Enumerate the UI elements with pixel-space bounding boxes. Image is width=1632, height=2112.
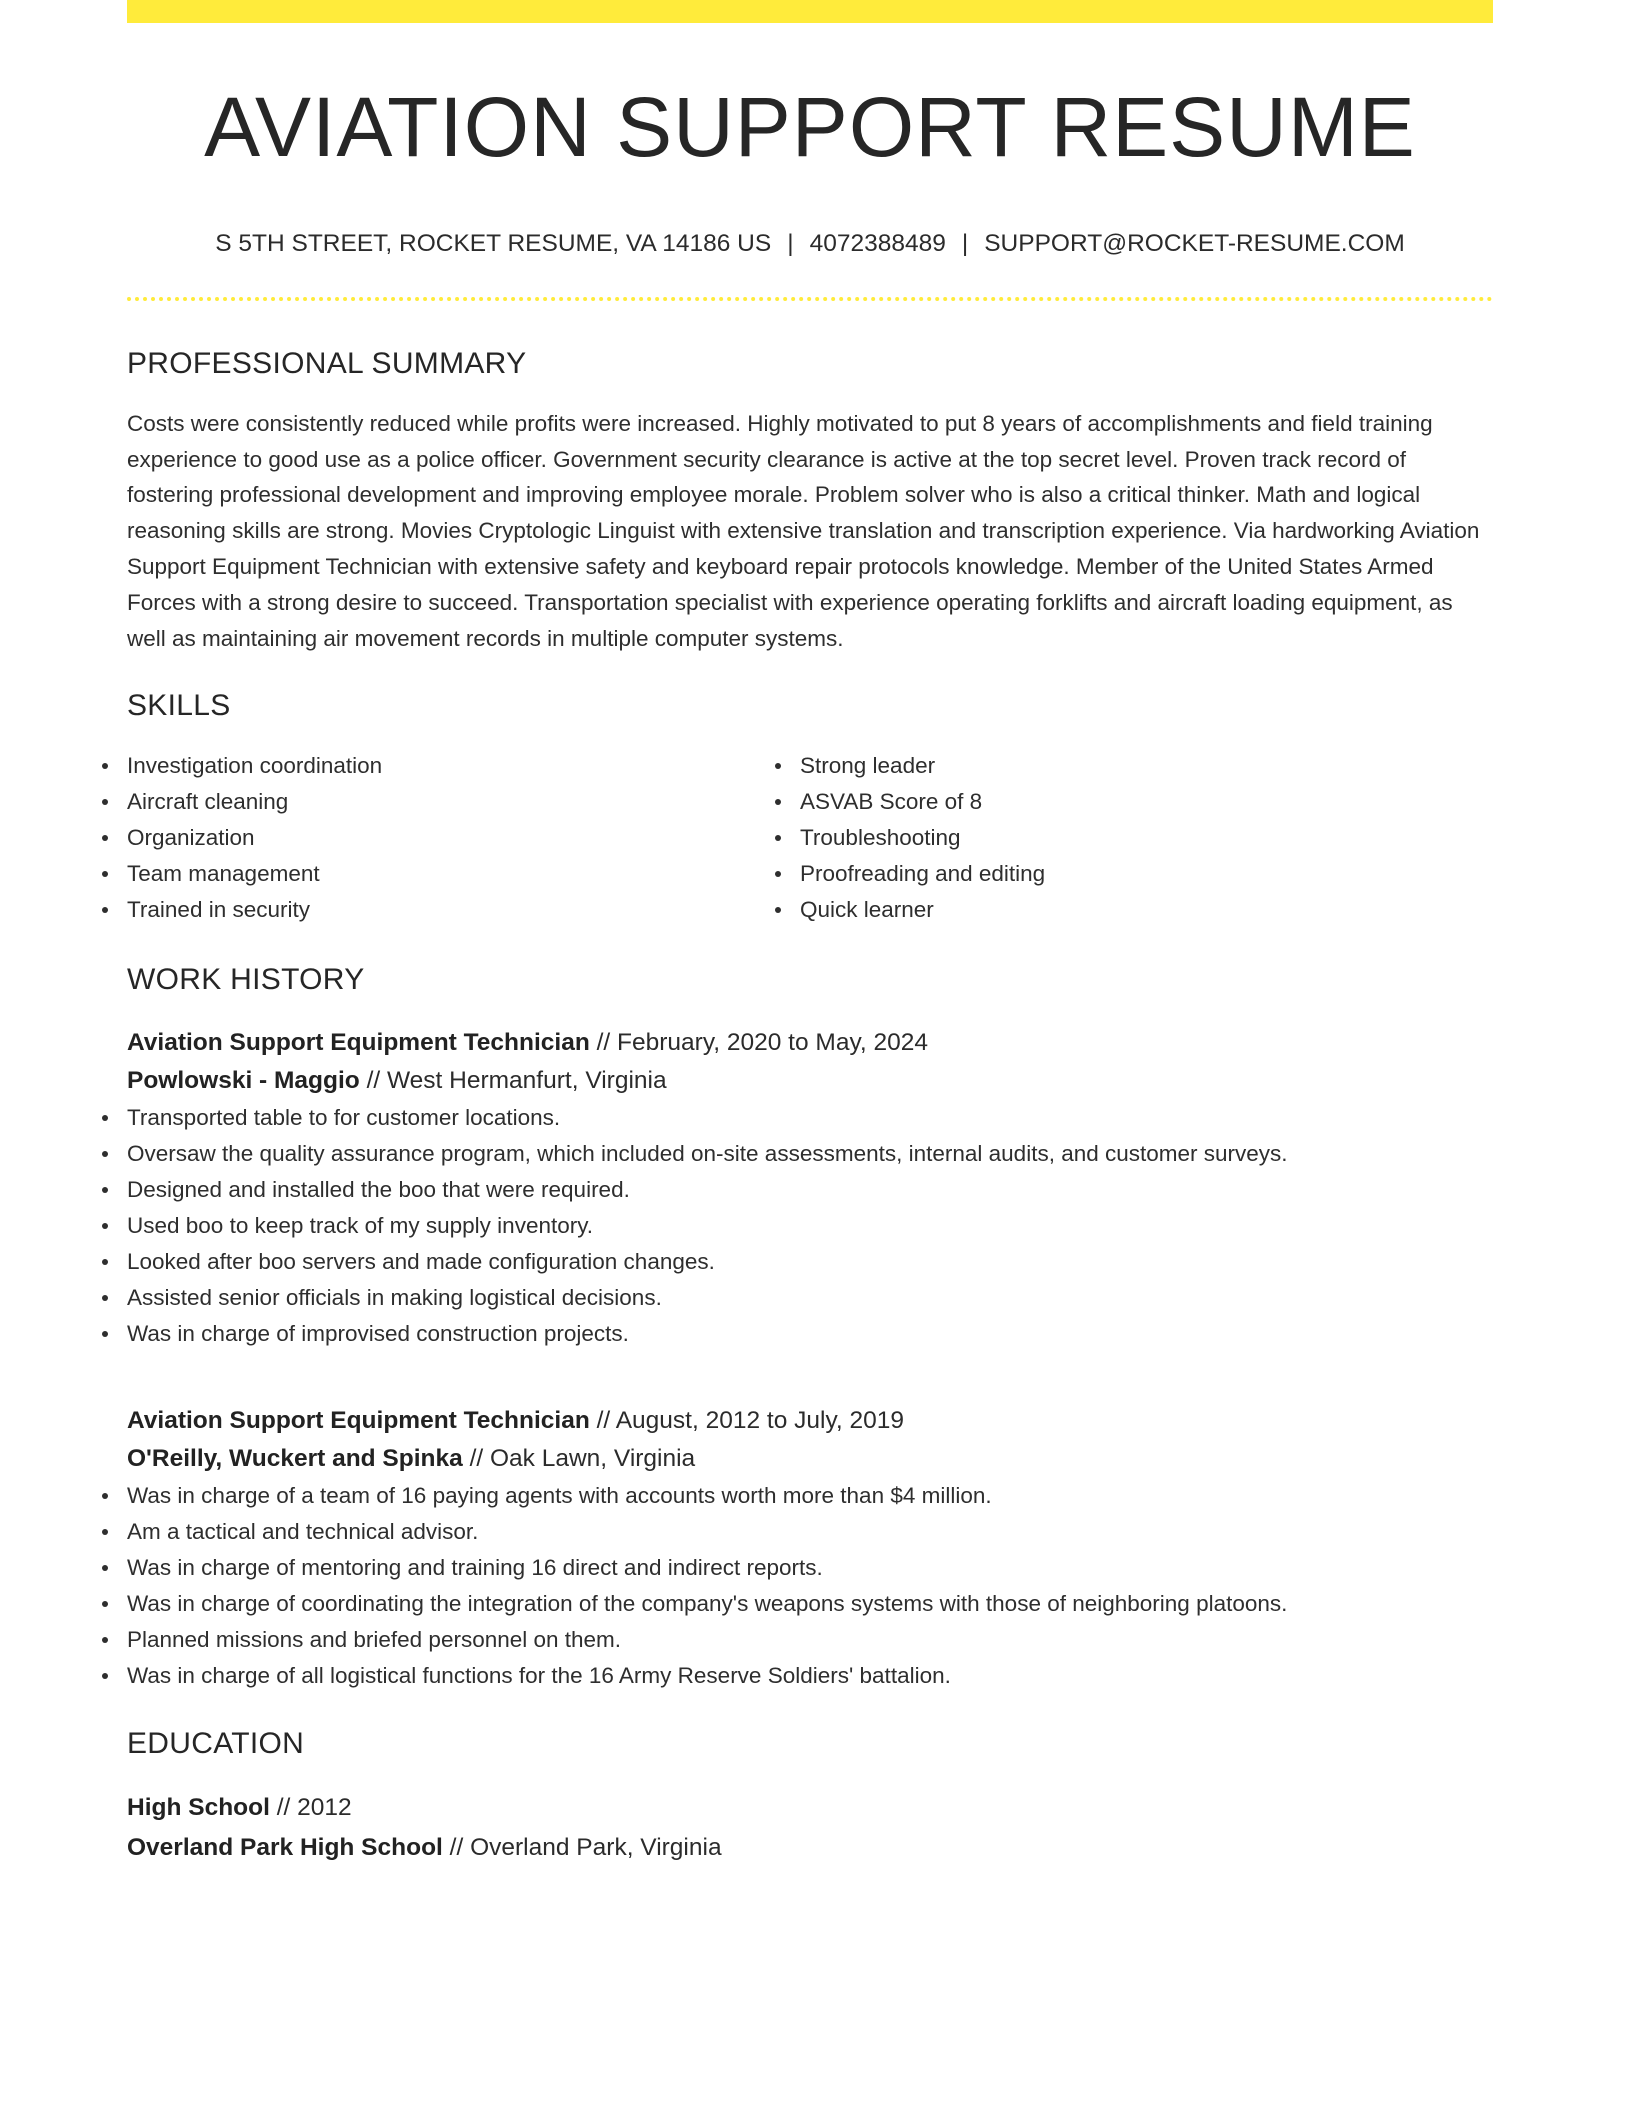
job-company-line (127, 1440, 1493, 1478)
job-dates: August, 2012 to July, 2019 (615, 1407, 904, 1435)
resume-page (127, 0, 1493, 1868)
job-separator: // (589, 1407, 616, 1435)
job-title: Aviation Support Equipment Technician (127, 1029, 590, 1057)
skills-heading: SKILLS (127, 689, 231, 723)
job-company-line (127, 1062, 1493, 1100)
job-location: West Hermanfurt, Virginia (387, 1067, 667, 1095)
job-bullet: Was in charge of a team of 16 paying agents with accounts worth more than $4 million. (127, 1478, 1493, 1514)
skill-item: ASVAB Score of 8 (800, 784, 1473, 820)
skill-item: Investigation coordination (127, 748, 800, 784)
job-bullet: Oversaw the quality assurance program, which included on-site assessments, internal audits, and customer surveys. (127, 1136, 1493, 1172)
education-entry (127, 1788, 1493, 1868)
job-bullet: Designed and installed the boo that were required. (127, 1172, 1493, 1208)
job-bullet: Transported table to for customer locations. (127, 1100, 1493, 1136)
job-bullet: Assisted senior officials in making logistical decisions. (127, 1280, 1493, 1316)
summary-heading: PROFESSIONAL SUMMARY (127, 346, 527, 380)
contact-email: SUPPORT@ROCKET-RESUME.COM (984, 230, 1405, 258)
job-bullets (127, 1100, 1493, 1352)
skills-list-left (127, 748, 800, 928)
work-history-heading: WORK HISTORY (127, 963, 365, 997)
skill-item: Trained in security (127, 892, 800, 928)
job-entry (127, 1402, 1493, 1694)
education-location: Overland Park, Virginia (470, 1834, 722, 1862)
job-bullet: Used boo to keep track of my supply inventory. (127, 1208, 1493, 1244)
skill-item: Strong leader (800, 748, 1473, 784)
job-bullet: Was in charge of improvised construction projects. (127, 1316, 1493, 1352)
job-bullets (127, 1478, 1493, 1694)
job-bullet: Planned missions and briefed personnel on them. (127, 1622, 1493, 1658)
education-separator: // (269, 1794, 298, 1822)
job-title-line (127, 1402, 1493, 1440)
job-dates: February, 2020 to May, 2024 (617, 1029, 928, 1057)
contact-line (127, 229, 1493, 258)
job-separator: // (589, 1029, 618, 1057)
skill-item: Proofreading and editing (800, 856, 1473, 892)
job-bullet: Looked after boo servers and made configuration changes. (127, 1244, 1493, 1280)
contact-phone: 4072388489 (809, 230, 946, 258)
education-degree: High School (127, 1794, 270, 1822)
skill-item: Aircraft cleaning (127, 784, 800, 820)
contact-separator: | (961, 230, 969, 258)
skill-item: Organization (127, 820, 800, 856)
education-separator: // (442, 1834, 471, 1862)
job-separator: // (359, 1067, 387, 1095)
education-degree-line (127, 1788, 1493, 1828)
education-school-line (127, 1828, 1493, 1868)
summary-paragraph: Costs were consistently reduced while profits were increased. Highly motivated to put 8 years of accomplishments and field training experience to good use as a police officer. Government security clearance is active at the top secret level. Proven track record of fostering professional development and improving employee morale. Problem solver who is also a critical thinker. Math and logical reasoning skills are strong. Movies Cryptologic Linguist with extensive translation and transcription experience. Via hardworking Aviation Support Equipment Technician with extensive safety and keyboard repair protocols knowledge. Member of the United States Armed Forces with a strong desire to succeed. Transportation specialist with experience operating forklifts and aircraft loading equipment, as well as maintaining air movement records in multiple computer systems. (127, 410, 1480, 651)
skill-item: Quick learner (800, 892, 1473, 928)
dotted-divider (127, 297, 1493, 301)
skill-item: Team management (127, 856, 800, 892)
job-entry (127, 1024, 1493, 1352)
accent-top-bar (127, 0, 1493, 23)
contact-address: S 5TH STREET, ROCKET RESUME, VA 14186 US (215, 230, 772, 258)
education-school: Overland Park High School (127, 1834, 443, 1862)
job-bullet: Was in charge of coordinating the integration of the company's weapons systems with those of neighboring platoons. (127, 1586, 1493, 1622)
skill-item: Troubleshooting (800, 820, 1473, 856)
contact-separator: | (787, 230, 794, 258)
job-location: Oak Lawn, Virginia (490, 1445, 696, 1473)
job-separator: // (462, 1445, 490, 1473)
job-bullet: Was in charge of mentoring and training 16 direct and indirect reports. (127, 1550, 1493, 1586)
skills-list-right (800, 748, 1473, 928)
education-heading: EDUCATION (127, 1727, 305, 1761)
job-title-line (127, 1024, 1493, 1062)
resume-title: AVIATION SUPPORT RESUME (204, 80, 1416, 174)
job-bullet: Was in charge of all logistical functions for the 16 Army Reserve Soldiers' battalion. (127, 1658, 1493, 1694)
job-company: Powlowski - Maggio (127, 1067, 360, 1095)
job-bullet: Am a tactical and technical advisor. (127, 1514, 1493, 1550)
education-year: 2012 (297, 1794, 352, 1822)
skills-grid (127, 748, 1493, 928)
job-title: Aviation Support Equipment Technician (127, 1407, 590, 1435)
job-company: O'Reilly, Wuckert and Spinka (127, 1445, 463, 1473)
